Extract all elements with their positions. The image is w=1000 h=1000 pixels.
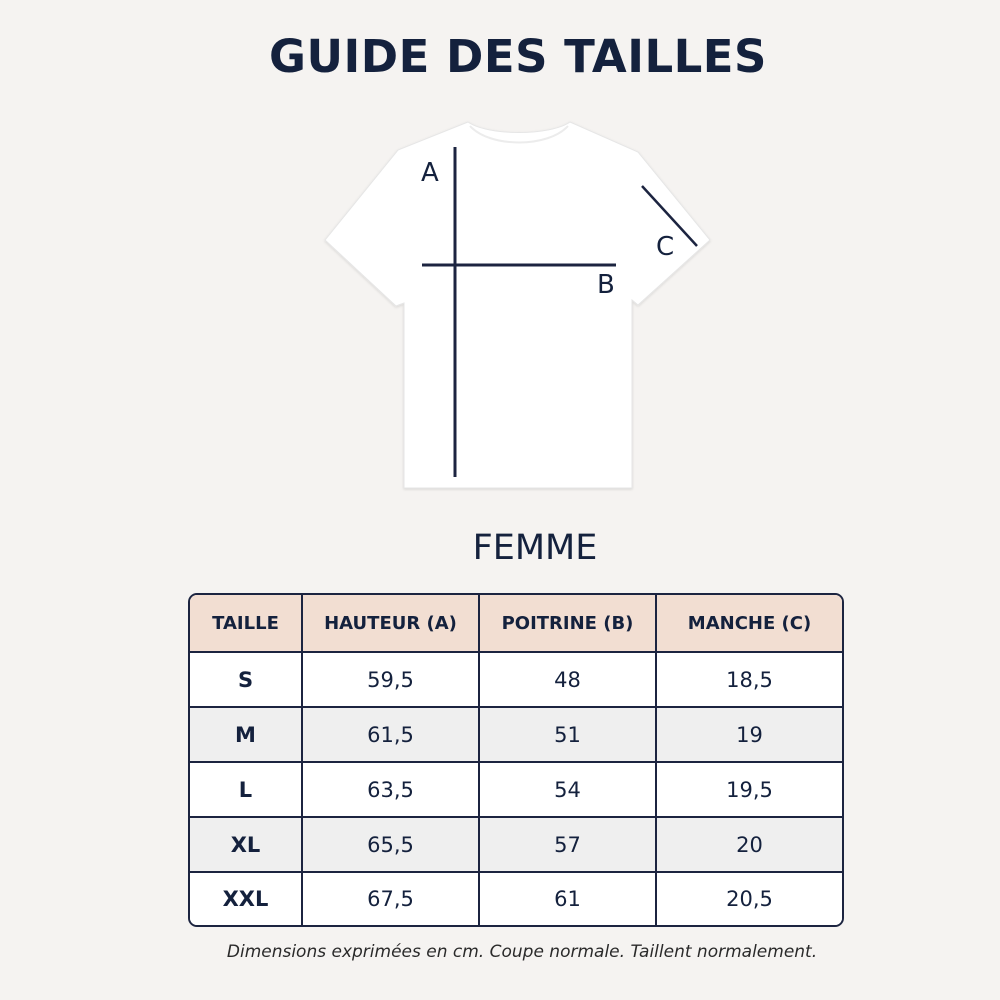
table-row xyxy=(190,652,842,707)
header-manche: MANCHE (C) xyxy=(656,595,842,652)
cell-size: M xyxy=(190,707,302,762)
cell-manche: 19 xyxy=(656,707,842,762)
label-c: C xyxy=(656,232,675,262)
cell-poitrine: 61 xyxy=(479,872,656,925)
cell-hauteur: 59,5 xyxy=(302,652,479,707)
header-taille: TAILLE xyxy=(190,595,302,652)
cell-manche: 19,5 xyxy=(656,762,842,817)
table-header-row xyxy=(190,595,842,652)
cell-hauteur: 67,5 xyxy=(302,872,479,925)
cell-hauteur: 61,5 xyxy=(302,707,479,762)
label-b: B xyxy=(597,270,615,300)
cell-poitrine: 57 xyxy=(479,817,656,872)
size-table xyxy=(188,593,844,927)
page-title: GUIDE DES TAILLES xyxy=(269,30,767,83)
header-hauteur: HAUTEUR (A) xyxy=(302,595,479,652)
header-poitrine: POITRINE (B) xyxy=(479,595,656,652)
cell-hauteur: 65,5 xyxy=(302,817,479,872)
section-title: FEMME xyxy=(472,528,598,568)
cell-manche: 20,5 xyxy=(656,872,842,925)
cell-size: XXL xyxy=(190,872,302,925)
table-row xyxy=(190,762,842,817)
cell-poitrine: 54 xyxy=(479,762,656,817)
tshirt-body xyxy=(325,122,710,488)
cell-manche: 20 xyxy=(656,817,842,872)
table-row xyxy=(190,872,842,925)
cell-poitrine: 51 xyxy=(479,707,656,762)
cell-hauteur: 63,5 xyxy=(302,762,479,817)
cell-size: S xyxy=(190,652,302,707)
cell-size: XL xyxy=(190,817,302,872)
table-row xyxy=(190,707,842,762)
table-row xyxy=(190,817,842,872)
label-a: A xyxy=(421,158,439,188)
cell-poitrine: 48 xyxy=(479,652,656,707)
cell-size: L xyxy=(190,762,302,817)
footnote: Dimensions exprimées en cm. Coupe normale. Taillent normalement. xyxy=(226,942,818,962)
cell-manche: 18,5 xyxy=(656,652,842,707)
